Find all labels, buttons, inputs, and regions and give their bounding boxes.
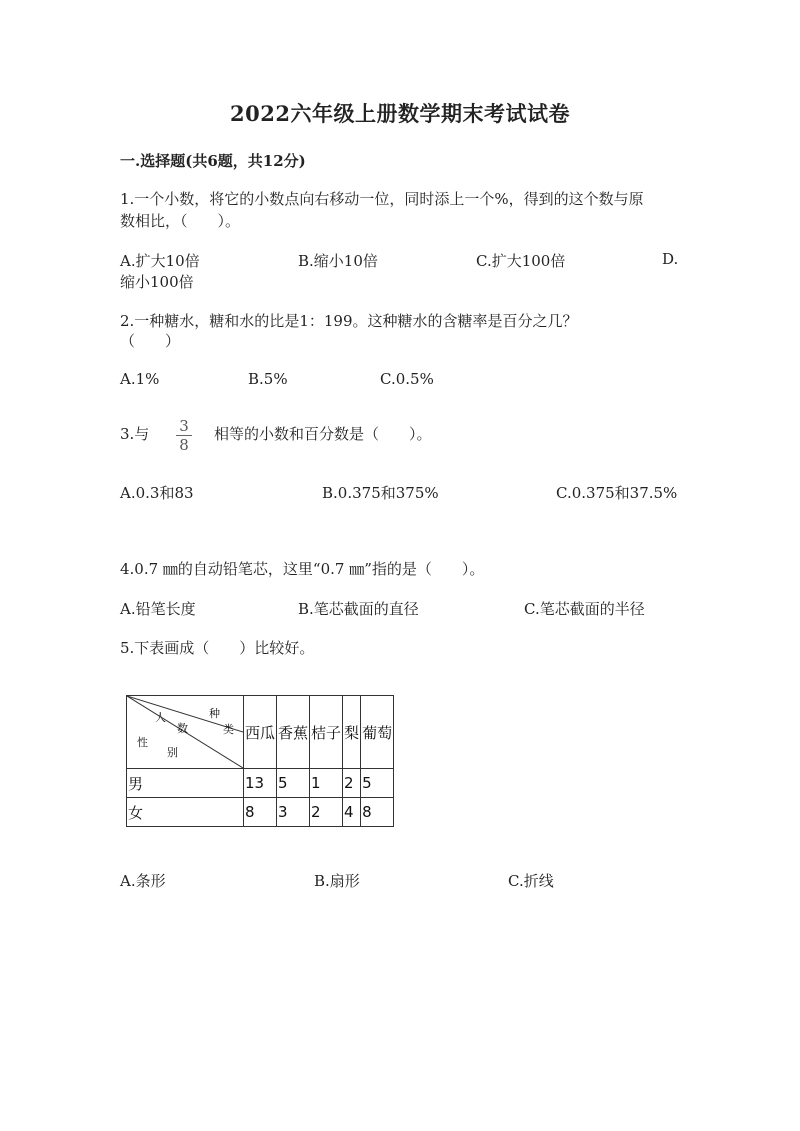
question-5-option-b: B.扇形 xyxy=(314,872,360,890)
corner-label-lei: 类 xyxy=(223,723,234,736)
table-cell: 1 xyxy=(310,769,343,798)
table-header-banana: 香蕉 xyxy=(277,696,310,769)
table-cell: 5 xyxy=(277,769,310,798)
table-header-row xyxy=(127,696,394,769)
corner-label-bie: 别 xyxy=(167,746,178,759)
section-heading: 一.选择题(共6题，共12分) xyxy=(120,152,306,170)
question-4-text: 4.0.7 ㎜的自动铅笔芯，这里“0.7 ㎜”指的是（ ）。 xyxy=(120,560,485,578)
table-header-watermelon: 西瓜 xyxy=(244,696,277,769)
fraction-denominator: 8 xyxy=(179,436,189,454)
fraction-three-eighths xyxy=(176,418,192,453)
question-2-line-2: （ ） xyxy=(120,332,181,350)
fraction-numerator: 3 xyxy=(179,417,189,435)
table-corner-cell xyxy=(127,696,244,769)
question-4-option-a: A.铅笔长度 xyxy=(120,600,196,618)
question-1-option-d: D. xyxy=(662,250,679,268)
question-2-option-a: A.1% xyxy=(120,370,160,388)
question-2-option-b: B.5% xyxy=(248,370,288,388)
question-2-line-1: 2.一种糖水，糖和水的比是1：199。这种糖水的含糖率是百分之几？ xyxy=(120,312,578,330)
question-2-option-c: C.0.5% xyxy=(380,370,434,388)
fruit-preference-table xyxy=(126,695,394,827)
question-5-option-a: A.条形 xyxy=(120,872,166,890)
table-cell: 2 xyxy=(310,798,343,827)
table-header-orange: 桔子 xyxy=(310,696,343,769)
question-1-option-b: B.缩小10倍 xyxy=(298,252,378,270)
question-1-option-d-continued: 缩小100倍 xyxy=(120,273,194,291)
table-cell: 13 xyxy=(244,769,277,798)
question-4-option-c: C.笔芯截面的半径 xyxy=(524,600,645,618)
corner-label-xing: 性 xyxy=(137,736,148,749)
question-3-prefix: 3.与 xyxy=(120,425,150,443)
question-5-option-c: C.折线 xyxy=(508,872,554,890)
question-3-suffix: 相等的小数和百分数是（ ）。 xyxy=(214,425,432,443)
table-cell: 8 xyxy=(244,798,277,827)
table-row xyxy=(127,798,394,827)
corner-label-shu: 数 xyxy=(177,722,188,735)
table-cell: 3 xyxy=(277,798,310,827)
question-3-option-b: B.0.375和375% xyxy=(322,484,439,502)
row-label-male: 男 xyxy=(127,769,244,798)
question-1-option-a: A.扩大10倍 xyxy=(120,252,200,270)
question-5-text: 5.下表画成（ ）比较好。 xyxy=(120,639,315,657)
table-cell: 4 xyxy=(343,798,361,827)
table-cell: 2 xyxy=(343,769,361,798)
table-cell: 5 xyxy=(361,769,394,798)
question-3-option-c: C.0.375和37.5% xyxy=(556,484,678,502)
table-header-pear: 梨 xyxy=(343,696,361,769)
row-label-female: 女 xyxy=(127,798,244,827)
corner-label-ren: 人 xyxy=(155,711,166,724)
question-1-line-2: 数相比，（ ）。 xyxy=(120,212,241,230)
question-3-option-a: A.0.3和83 xyxy=(120,484,194,502)
table-cell: 8 xyxy=(361,798,394,827)
question-1-line-1: 1.一个小数，将它的小数点向右移动一位，同时添上一个%，得到的这个数与原 xyxy=(120,190,644,208)
table-row xyxy=(127,769,394,798)
table-header-grape: 葡萄 xyxy=(361,696,394,769)
page-title: 2022六年级上册数学期末考试试卷 xyxy=(230,101,570,126)
question-4-option-b: B.笔芯截面的直径 xyxy=(298,600,419,618)
corner-label-zhong: 种 xyxy=(209,707,220,720)
question-1-option-c: C.扩大100倍 xyxy=(476,252,566,270)
